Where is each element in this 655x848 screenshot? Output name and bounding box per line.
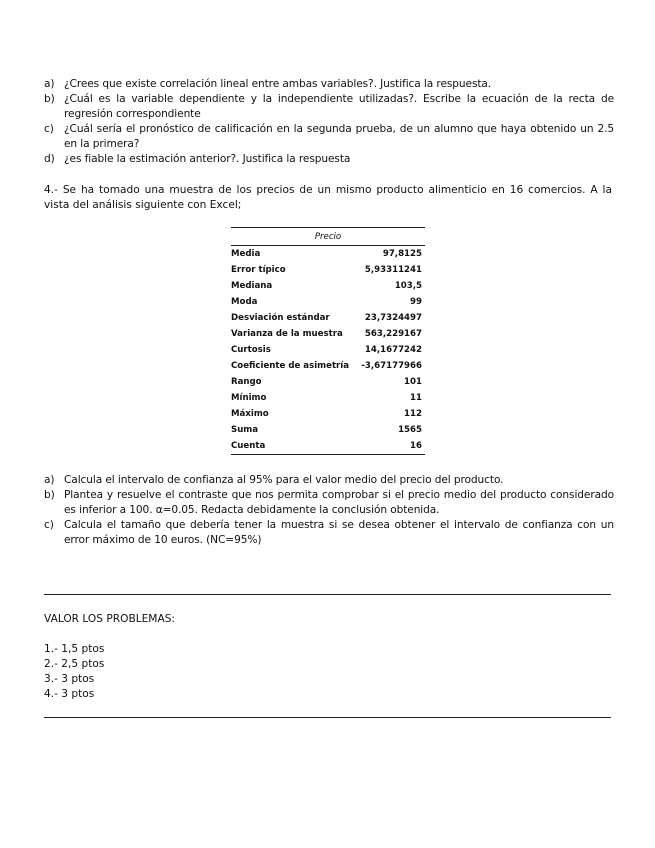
score-item: 3.- 3 ptos [44, 673, 95, 685]
excel-statistics-table [231, 227, 425, 455]
stat-label: Máximo [231, 409, 269, 419]
table-row [231, 278, 425, 294]
stat-value: 563,229167 [364, 329, 422, 339]
stat-value: 101 [404, 377, 422, 387]
stat-value: 5,93311241 [364, 265, 422, 275]
divider-bottom [44, 717, 611, 718]
stat-label: Suma [231, 425, 259, 435]
table-row [231, 262, 425, 278]
stat-label: Mínimo [231, 393, 267, 403]
question-text: ¿Cuál sería el pronóstico de calificación en la segunda prueba, de un alumno que haya obtenido un 2.5 en la primera? [64, 123, 614, 150]
question-marker: b) [44, 489, 55, 501]
question-item [44, 122, 614, 152]
table-row [231, 326, 425, 342]
question-item [44, 488, 614, 518]
question-item [44, 77, 614, 92]
table-row [231, 310, 425, 326]
stat-value: 1565 [398, 425, 422, 435]
table-row [231, 438, 425, 455]
stat-value: 16 [357, 438, 425, 455]
score-item: 2.- 2,5 ptos [44, 658, 105, 670]
stat-label: Curtosis [231, 345, 271, 355]
table-row [231, 390, 425, 406]
score-item: 1.- 1,5 ptos [44, 643, 105, 655]
question-marker: d) [44, 153, 55, 165]
stat-label: Media [231, 249, 261, 259]
table-row [231, 422, 425, 438]
question-item [44, 152, 614, 167]
table-row [231, 294, 425, 310]
table-header: Precio [231, 228, 425, 246]
question-marker: c) [44, 519, 54, 531]
valor-title: VALOR LOS PROBLEMAS: [44, 613, 175, 625]
question-marker: a) [44, 474, 55, 486]
question-item [44, 518, 614, 548]
problem-4-intro: 4.- Se ha tomado una muestra de los precios de un mismo producto alimenticio en 16 comercios. A la vista del análisis siguiente con Excel; [44, 184, 612, 211]
stat-value: 112 [404, 409, 422, 419]
stat-value: 11 [410, 393, 422, 403]
table-row [231, 342, 425, 358]
question-text: ¿Crees que existe correlación lineal entre ambas variables?. Justifica la respuesta. [64, 78, 492, 90]
question-text: Calcula el intervalo de confianza al 95% para el valor medio del precio del producto. [64, 474, 504, 486]
question-item [44, 92, 614, 122]
question-text: Calcula el tamaño que debería tener la muestra si se desea obtener el intervalo de confianza con un error máximo de 10 euros. (NC=95%) [64, 519, 614, 546]
divider-top [44, 594, 611, 595]
question-text: Plantea y resuelve el contraste que nos permita comprobar si el precio medio del producto considerado es inferior a 100. α=0.05. Redacta debidamente la conclusión obtenida. [64, 489, 614, 516]
stat-label: Desviación estándar [231, 313, 330, 323]
stat-label: Moda [231, 297, 258, 307]
question-text: ¿es fiable la estimación anterior?. Justifica la respuesta [64, 153, 351, 165]
table-row [231, 358, 425, 374]
stat-value: 97,8125 [382, 249, 422, 259]
question-list-problem-4 [44, 473, 614, 548]
stat-label: Coeficiente de asimetría [231, 361, 350, 371]
stat-label: Varianza de la muestra [231, 329, 343, 339]
stat-value: 23,7324497 [364, 313, 422, 323]
question-list-top [44, 77, 614, 167]
stat-value: 99 [410, 297, 422, 307]
question-item [44, 473, 614, 488]
stat-value: -3,67177966 [361, 361, 422, 371]
table-row [231, 246, 425, 263]
stat-value: 14,1677242 [364, 345, 422, 355]
score-list [44, 642, 104, 702]
stat-value: 103,5 [394, 281, 422, 291]
question-marker: b) [44, 93, 55, 105]
question-marker: c) [44, 123, 54, 135]
stat-label: Cuenta [231, 438, 357, 455]
table-row [231, 374, 425, 390]
table-row [231, 406, 425, 422]
score-item: 4.- 3 ptos [44, 688, 95, 700]
stat-label: Rango [231, 377, 262, 387]
question-text: ¿Cuál es la variable dependiente y la independiente utilizadas?. Escribe la ecuación de la recta de regresión correspondiente [64, 93, 614, 120]
question-marker: a) [44, 78, 55, 90]
stat-label: Error típico [231, 265, 286, 275]
stat-label: Mediana [231, 281, 273, 291]
